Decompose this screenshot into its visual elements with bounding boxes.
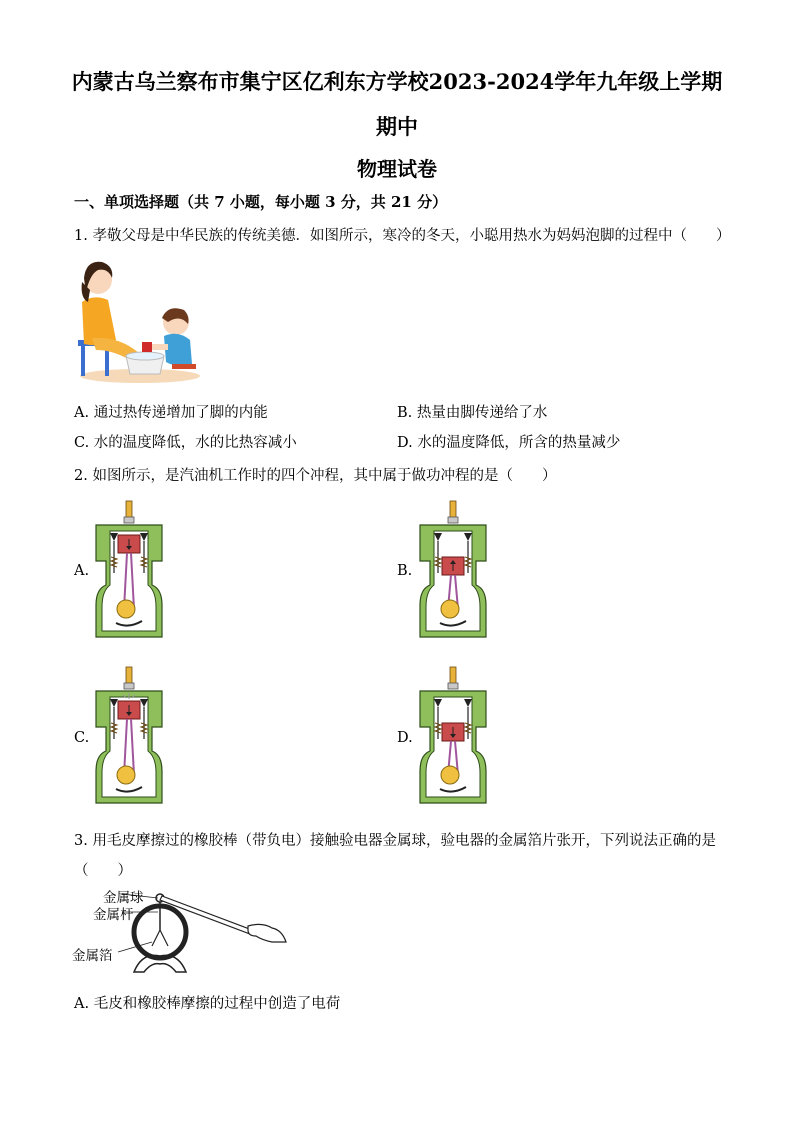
question-3-stem-cont: （ ） (74, 863, 132, 879)
page-subtitle: 物理试卷 (357, 157, 437, 181)
engine-stroke-b (414, 497, 492, 645)
section-heading: 一、单项选择题（共 7 小题，每小题 3 分，共 21 分） (74, 193, 448, 211)
page-title: 内蒙古乌兰察布市集宁区亿利东方学校2023-2024学年九年级上学期 (71, 69, 723, 94)
q3-option-a[interactable]: A. 毛皮和橡胶棒摩擦的过程中创造了电荷 (74, 996, 341, 1012)
q1-option-d[interactable]: D. 水的温度降低，所含的热量减少 (397, 435, 621, 451)
q1-option-b[interactable]: B. 热量由脚传递给了水 (397, 405, 548, 421)
q2-option-c-label[interactable]: C. (74, 730, 90, 746)
question-1-stem: 1. 孝敬父母是中华民族的传统美德．如图所示，寒冷的冬天，小聪用热水为妈妈泡脚的过程中（ ） (74, 228, 731, 244)
q1-option-a[interactable]: A. 通过热传递增加了脚的内能 (74, 405, 268, 421)
label-metal-rod: 金属杆 (93, 907, 134, 923)
q2-option-d-label[interactable]: D. (397, 730, 413, 746)
label-metal-foil: 金属箔 (72, 948, 113, 964)
q2-option-a-label[interactable]: A. (74, 563, 90, 579)
page-title-cont: 期中 (376, 114, 418, 139)
label-metal-ball: 金属球 (103, 890, 144, 906)
engine-stroke-d (414, 663, 492, 811)
q1-option-c[interactable]: C. 水的温度降低，水的比热容减小 (74, 435, 297, 451)
question-2-stem: 2. 如图所示，是汽油机工作时的四个冲程，其中属于做功冲程的是（ ） (74, 468, 557, 484)
engine-stroke-a (90, 497, 168, 645)
q2-option-b-label[interactable]: B. (397, 563, 413, 579)
engine-stroke-c (90, 663, 168, 811)
foot-bath-illustration (72, 252, 202, 384)
question-3-stem: 3. 用毛皮摩擦过的橡胶棒（带负电）接触验电器金属球，验电器的金属箔片张开，下列说法正确的是 (74, 833, 716, 849)
